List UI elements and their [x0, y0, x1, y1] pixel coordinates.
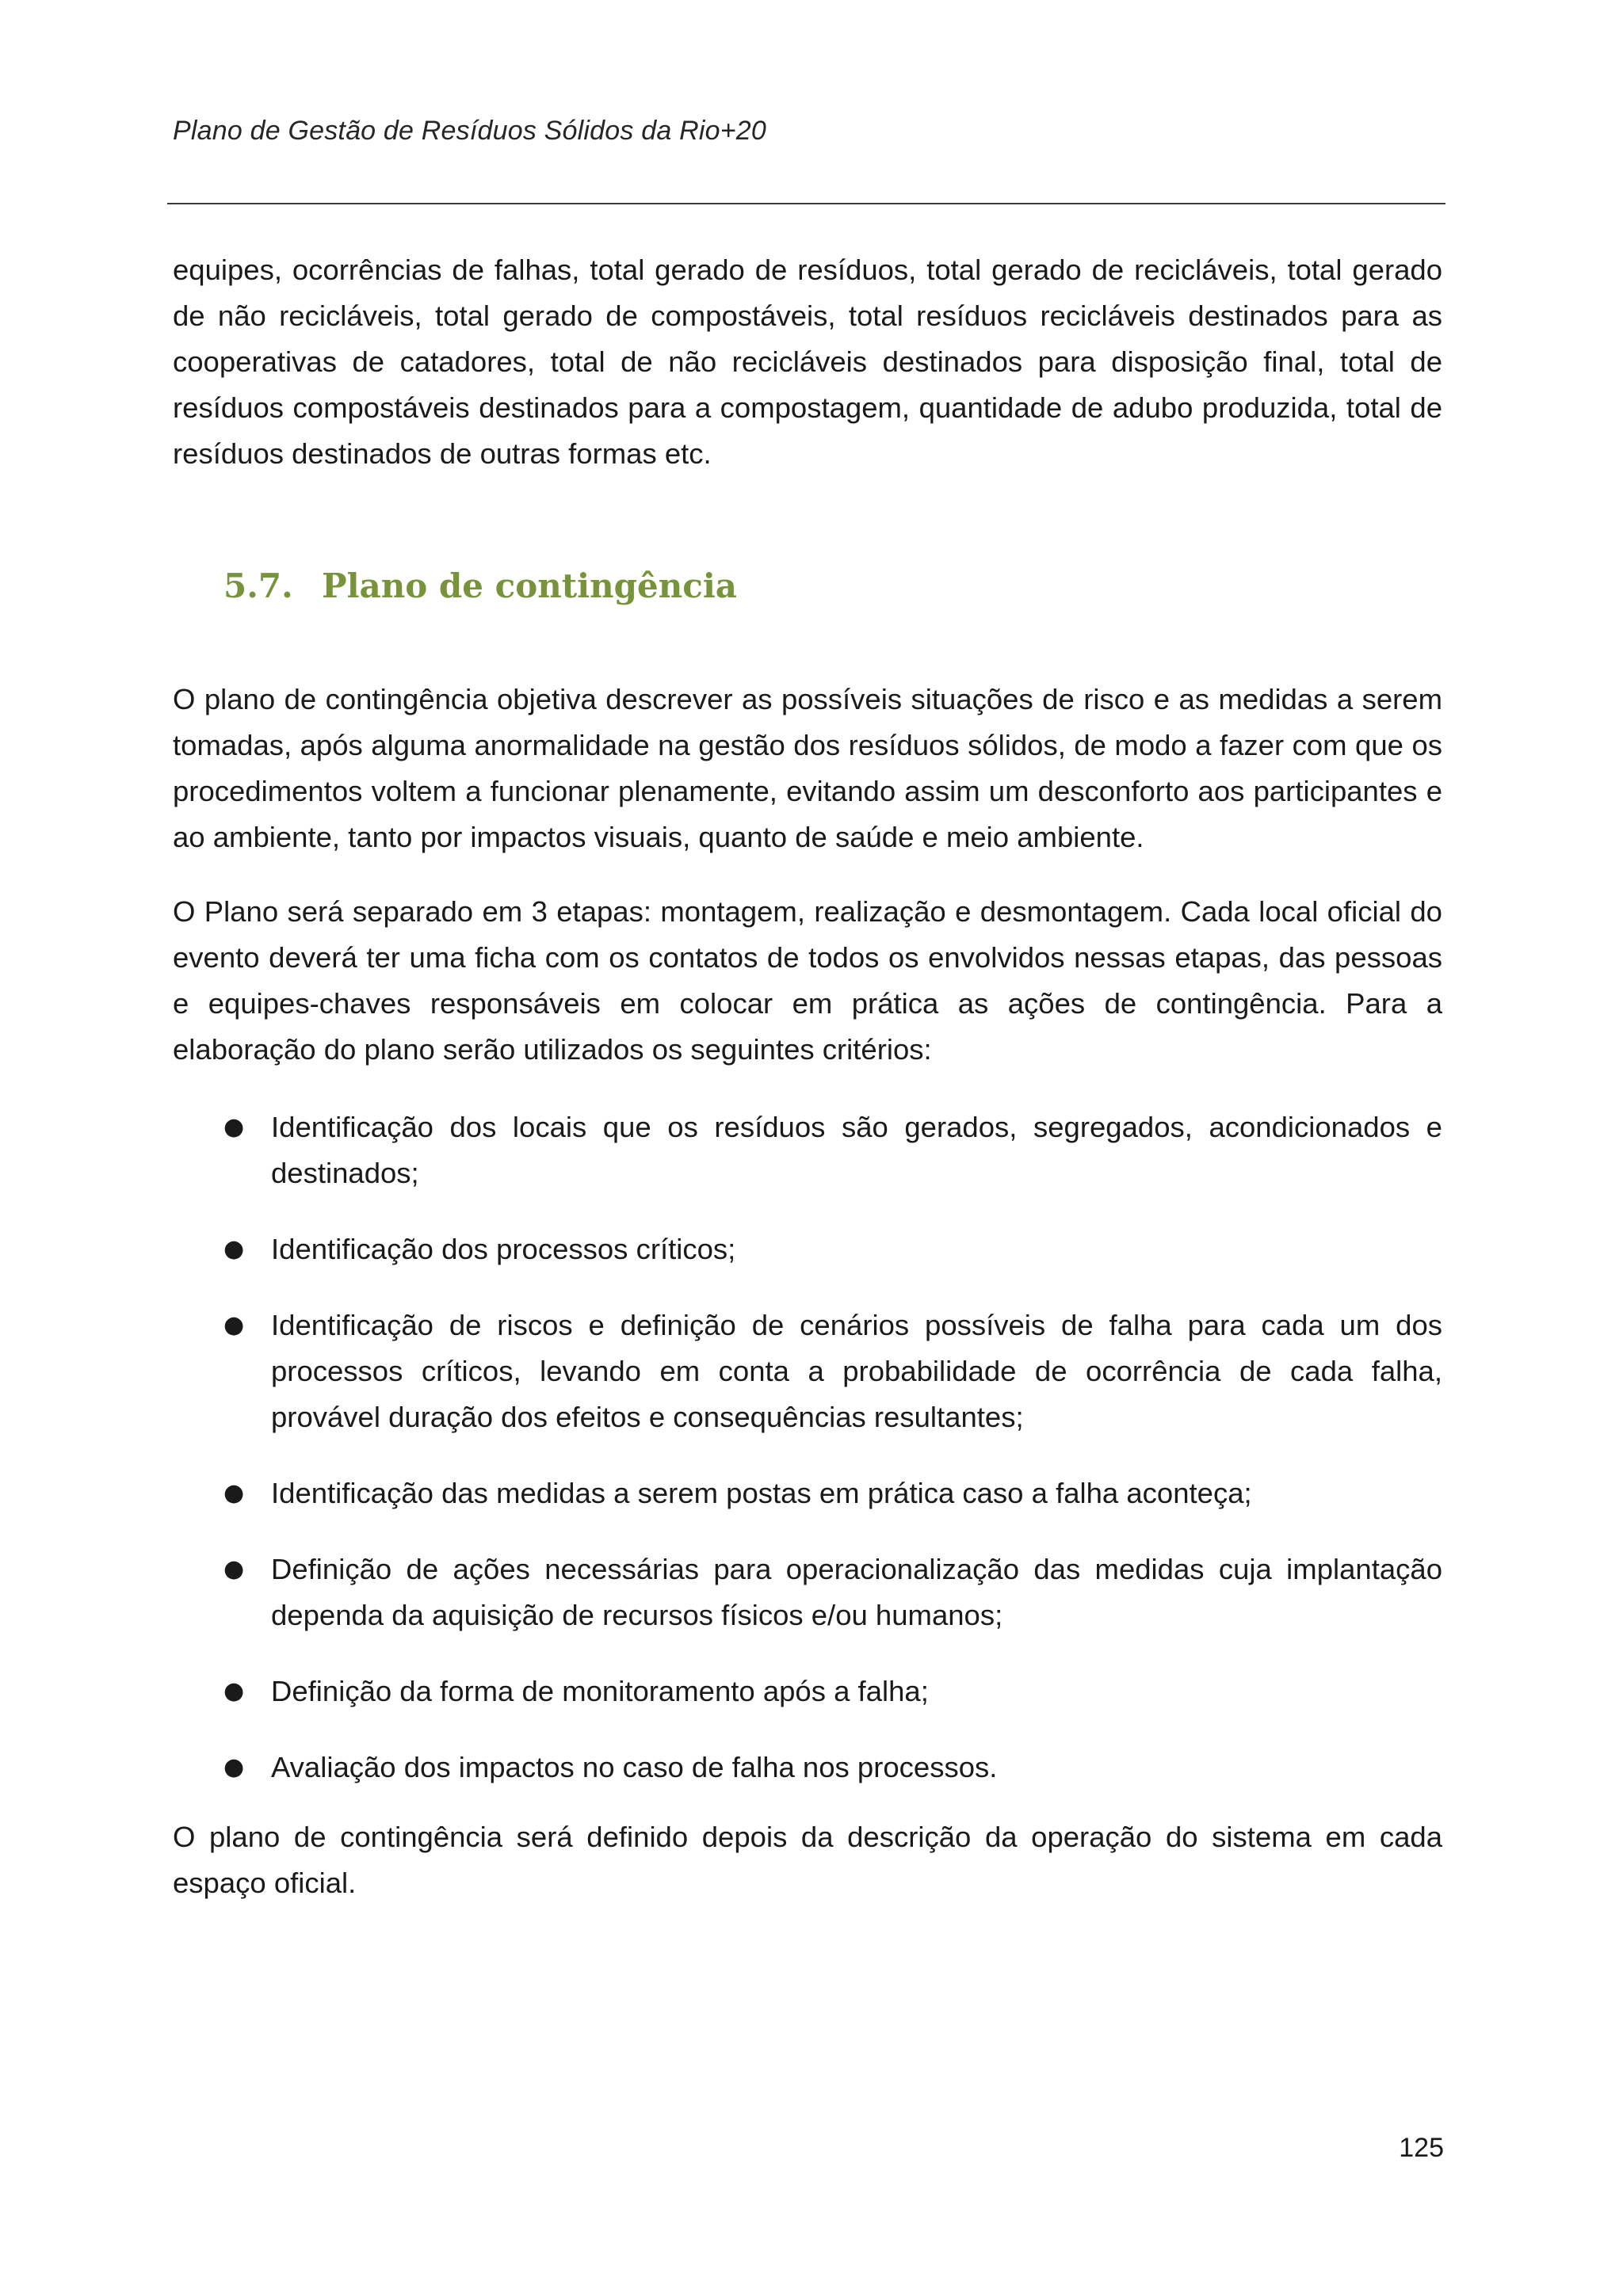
list-item — [173, 1104, 1442, 1196]
closing-paragraph: O plano de contingência será definido depois da descrição da operação do sistema em cada espaço oficial. — [173, 1821, 1442, 1899]
list-item-text: Identificação das medidas a serem postas em prática caso a falha aconteça; — [271, 1477, 1252, 1509]
paragraph-contingency-objective: O plano de contingência objetiva descrever as possíveis situações de risco e as medidas a serem tomadas, após alguma anormalidade na gestão dos resíduos sólidos, de modo a fazer com que os procedimentos voltem a funcionar plenamente, evitando assim um desconforto aos participantes e ao ambiente, tanto por impactos visuais, quanto de saúde e meio ambiente. — [173, 683, 1442, 853]
bullet-icon: ● — [223, 1753, 245, 1781]
list-item — [173, 1226, 1442, 1272]
running-header: Plano de Gestão de Resíduos Sólidos da Rio+20 — [173, 116, 766, 146]
list-item — [173, 1669, 1442, 1714]
criteria-list — [173, 1104, 1442, 1791]
bullet-icon: ● — [223, 1235, 245, 1263]
list-item-text: Definição de ações necessárias para operacionalização das medidas cuja implantação dependa da aquisição de recursos físicos e/ou humanos; — [271, 1553, 1442, 1631]
list-item-text: Identificação de riscos e definição de cenários possíveis de falha para cada um dos processos críticos, levando em conta a probabilidade de ocorrência de cada falha, provável duração dos efeitos e consequências resultantes; — [271, 1309, 1442, 1433]
list-item-text: Avaliação dos impactos no caso de falha nos processos. — [271, 1751, 998, 1783]
section-heading — [173, 564, 1442, 608]
intro-paragraph: equipes, ocorrências de falhas, total gerado de resíduos, total gerado de recicláveis, total gerado de não recicláveis, total gerado de compostáveis, total resíduos recicláveis destinados para as cooperativas de catadores, total de não recicláveis destinados para disposição final, total de resíduos compostáveis destinados para a compostagem, quantidade de adubo produzida, total de resíduos destinados de outras formas etc. — [173, 254, 1442, 470]
bullet-icon: ● — [223, 1479, 245, 1507]
bullet-icon: ● — [223, 1113, 245, 1141]
list-item-text: Identificação dos processos críticos; — [271, 1233, 736, 1265]
bullet-icon: ● — [223, 1555, 245, 1583]
section-number: 5.7. — [223, 566, 293, 605]
list-item-text: Definição da forma de monitoramento após a falha; — [271, 1675, 929, 1707]
page-content — [173, 247, 1442, 1906]
list-item-text: Identificação dos locais que os resíduos são gerados, segregados, acondicionados e destinados; — [271, 1111, 1442, 1189]
list-item — [173, 1470, 1442, 1516]
page-number: 125 — [1399, 2133, 1444, 2163]
list-item — [173, 1745, 1442, 1791]
header-divider — [167, 203, 1445, 204]
bullet-icon: ● — [223, 1311, 245, 1339]
bullet-icon: ● — [223, 1677, 245, 1705]
section-title: Plano de contingência — [322, 566, 738, 605]
list-item — [173, 1547, 1442, 1638]
paragraph-plan-stages: O Plano será separado em 3 etapas: montagem, realização e desmontagem. Cada local oficial do evento deverá ter uma ficha com os contatos de todos os envolvidos nessas etapas, das pessoas e equipes-chaves responsáveis em colocar em prática as ações de contingência. Para a elaboração do plano serão utilizados os seguintes critérios: — [173, 895, 1442, 1066]
list-item — [173, 1302, 1442, 1440]
